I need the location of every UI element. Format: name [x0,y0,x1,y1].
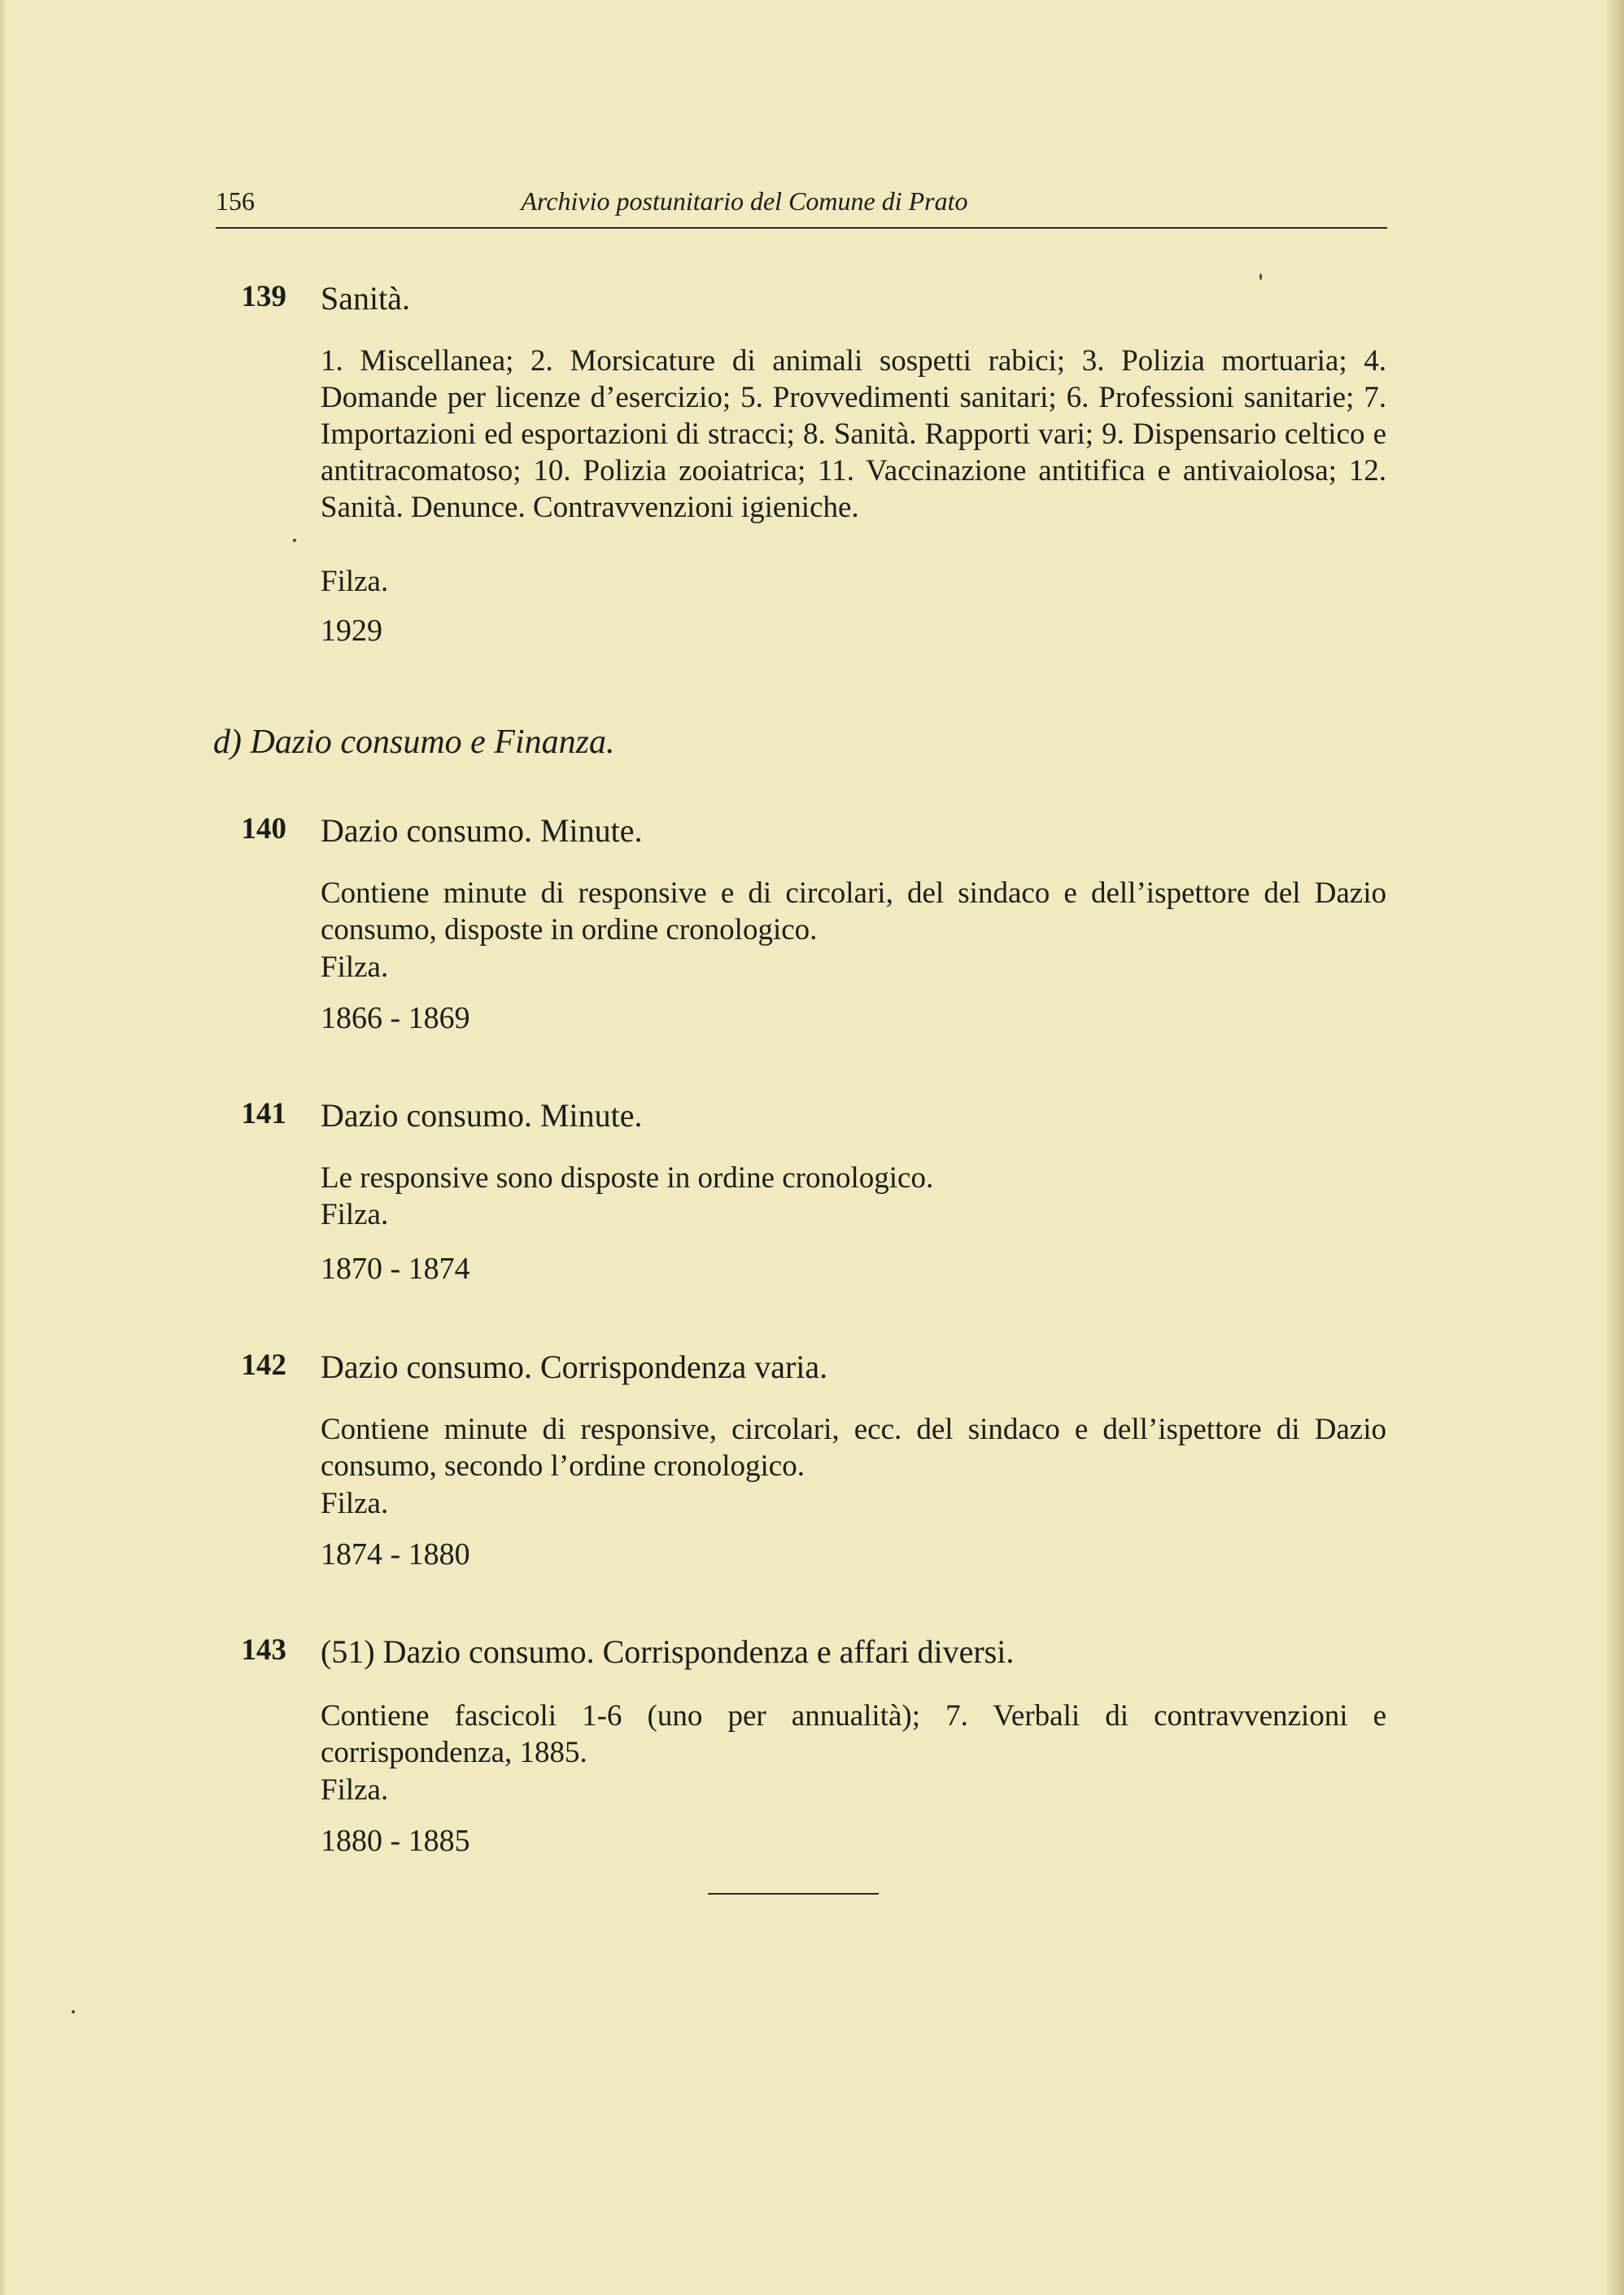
entry-physical-type: Filza. [321,565,389,598]
entry-heading: Sanità. [321,280,410,317]
running-header [216,183,1387,229]
entry-number: 142 [241,1349,286,1382]
paper-speck [72,2010,75,2013]
end-rule [708,1893,879,1895]
entry-dates: 1874 - 1880 [321,1537,470,1572]
entry-number: 140 [241,812,286,846]
running-title: Archivio postunitario del Comune di Prato [521,186,968,216]
entry-physical-type: Filza. [321,1487,389,1520]
entry-heading: Dazio consumo. Corrispondenza varia. [321,1349,828,1385]
entry-dates: 1880 - 1885 [321,1824,470,1858]
page-edge-right [1606,0,1624,2295]
entry-heading: (51) Dazio consumo. Corrispondenza e affari diversi. [321,1633,1015,1670]
page-edge-left [0,0,7,2295]
entry-description: Contiene minute di responsive e di circolari, del sindaco e dell’ispettore del Dazio consumo, disposte in ordine cronologico. [321,876,1386,946]
entry-description: 1. Miscellanea; 2. Morsicature di animali sospetti rabici; 3. Polizia mortuaria; 4. Domande per licenze d’esercizio; 5. Provvedimenti sanitari; 6. Professioni sanitarie; 7. Importazioni ed esportazioni di stracci; 8. Sanità. Rapporti vari; 9. Dispensario celtico e antitracomatoso; 10. Polizia zooiatrica; 11. Vaccinazione antitifica e antivaiolosa; 12. Sanità. Denunce. Contravvenzioni igieniche. [321,344,1386,524]
entry-description: Contiene fascicoli 1-6 (uno per annualità); 7. Verbali di contravvenzioni e corrispondenza, 1885. [321,1699,1386,1769]
entry-dates: 1866 - 1869 [321,1001,470,1035]
entry-heading: Dazio consumo. Minute. [321,812,643,849]
entry-description: Le responsive sono disposte in ordine cronologico. [321,1161,934,1195]
entry-heading: Dazio consumo. Minute. [321,1097,643,1134]
paper-speck [293,539,296,542]
entry-physical-type: Filza. [321,1198,389,1231]
entry-number: 143 [241,1633,286,1667]
entry-description: Contiene minute di responsive, circolari, ecc. del sindaco e dell’ispettore di Dazio consumo, secondo l’ordine cronologico. [321,1413,1386,1483]
section-heading: d) Dazio consumo e Finanza. [213,723,615,761]
entry-physical-type: Filza. [321,951,389,984]
page-number: 156 [216,186,255,216]
entry-physical-type: Filza. [321,1773,389,1807]
paper-speck [1259,273,1262,280]
entry-dates: 1929 [321,614,382,648]
entry-number: 141 [241,1097,286,1130]
entry-number: 139 [241,280,286,313]
entry-dates: 1870 - 1874 [321,1252,470,1286]
